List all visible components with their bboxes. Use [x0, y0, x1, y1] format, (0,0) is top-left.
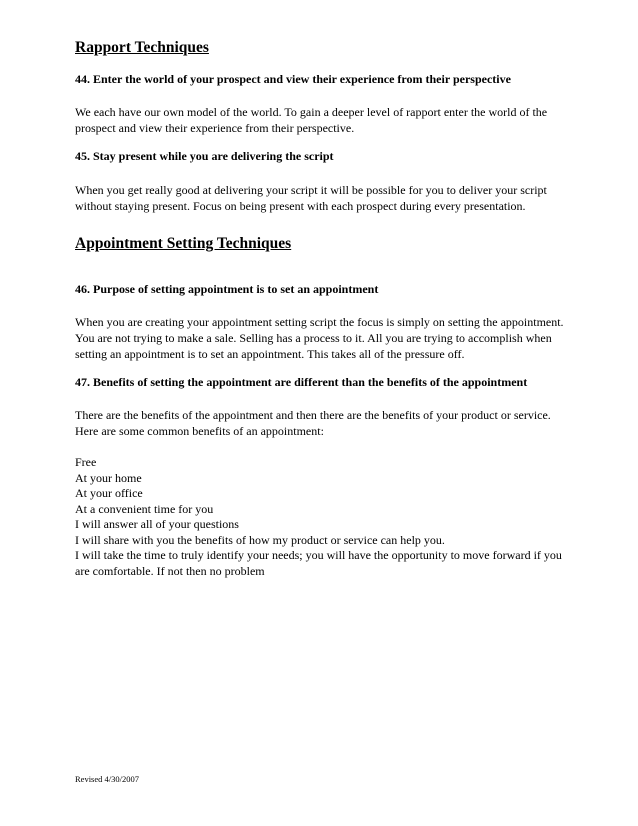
footer-revised-date: Revised 4/30/2007 [75, 774, 139, 784]
list-item: I will share with you the benefits of how my product or service can help you. [75, 532, 445, 547]
document-page [75, 38, 575, 579]
list-item: I will take the time to truly identify your needs; you will have the opportunity to move forward if you are comfortable. If not then no problem [75, 548, 562, 578]
item-body-44: We each have our own model of the world. To gain a deeper level of rapport enter the world of the prospect and view their experience from their perspective. [75, 105, 548, 135]
item-heading-45: 45. Stay present while you are delivering the script [75, 149, 334, 163]
list-item: I will answer all of your questions [75, 517, 239, 531]
item-heading-44: 44. Enter the world of your prospect and view their experience from their perspective [75, 72, 511, 86]
item-body-46: When you are creating your appointment setting script the focus is simply on setting the appointment. You are not trying to make a sale. Selling has a process to it. All you are trying to accomplish when setting an appointment is to set an appointment. This takes all of the pressure off. [75, 315, 564, 361]
list-item: At your home [75, 470, 142, 485]
item-body-47: There are the benefits of the appointment and then there are the benefits of your product or service. Here are some common benefits of an appointment: [75, 408, 551, 438]
section-title-appointment: Appointment Setting Techniques [75, 235, 292, 252]
list-item: At your office [75, 486, 143, 500]
list-item: At a convenient time for you [75, 501, 214, 516]
section-title-rapport: Rapport Techniques [75, 39, 209, 56]
list-item: Free [75, 455, 97, 469]
item-heading-46: 46. Purpose of setting appointment is to set an appointment [75, 282, 379, 296]
item-heading-47: 47. Benefits of setting the appointment are different than the benefits of the appointment [75, 375, 528, 389]
item-body-45: When you get really good at delivering your script it will be possible for you to deliver your script without staying present. Focus on being present with each prospect during every presentation. [75, 183, 547, 213]
appointment-benefits-list [75, 455, 575, 579]
